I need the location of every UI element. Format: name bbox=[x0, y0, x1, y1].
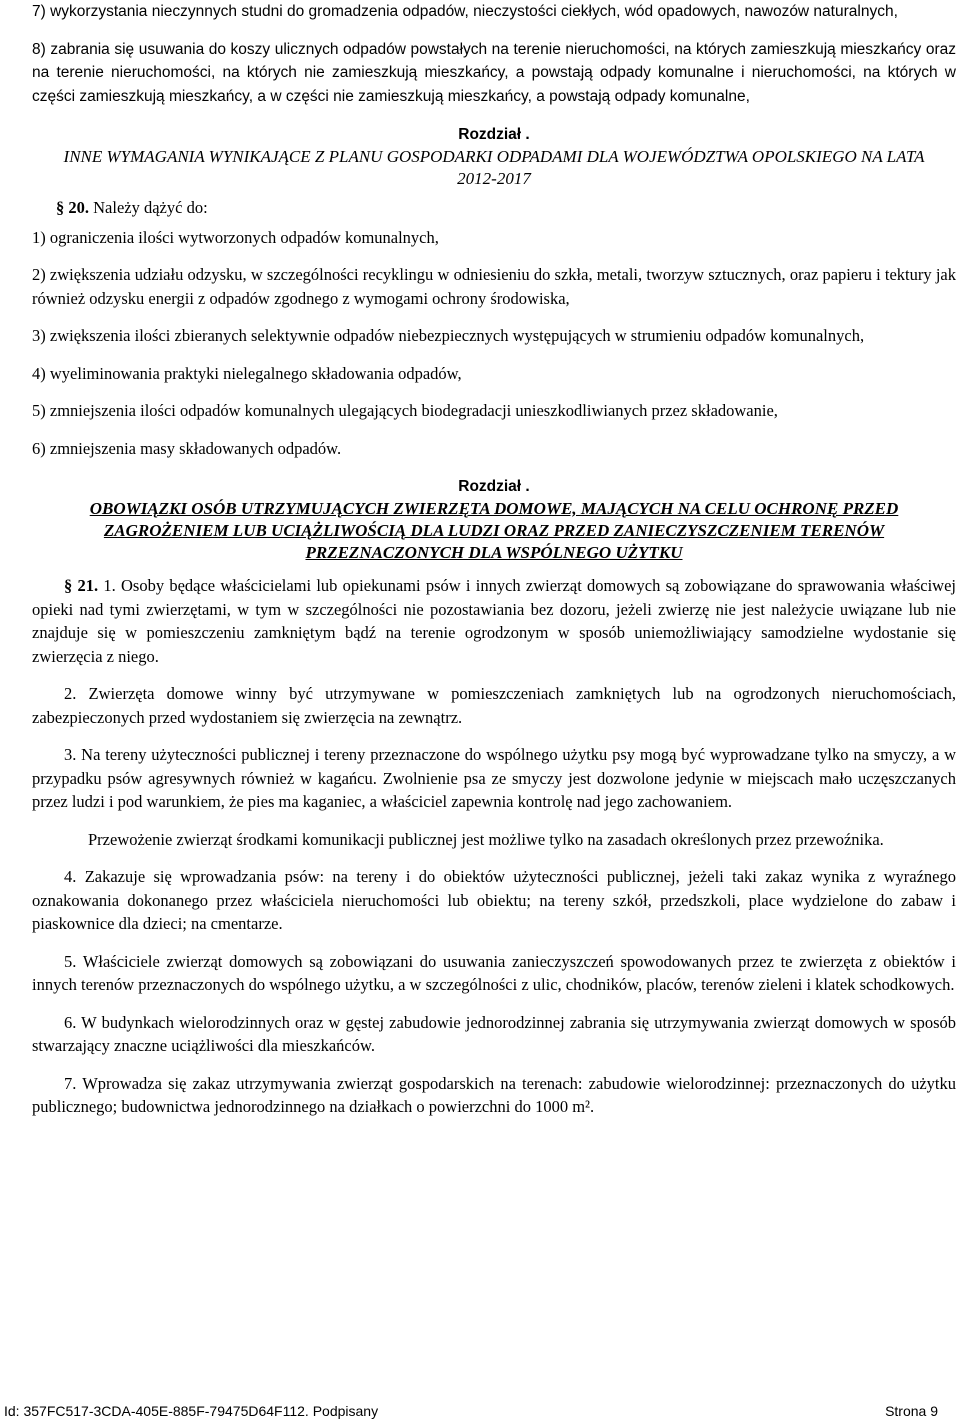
document-id: Id: 357FC517-3CDA-405E-885F-79475D64F112. Podpisany bbox=[4, 1403, 379, 1419]
chapter-label: Rozdział . bbox=[458, 126, 530, 143]
paragraph-intro-text: Należy dążyć do: bbox=[93, 198, 208, 217]
document-page bbox=[32, 0, 956, 1119]
legal-paragraph: 4. Zakazuje się wprowadzania psów: na tereny i do obiektów użyteczności publicznej, jeżeli taki zakaz wynika z wyraźnego oznakowania dokonanego przez właściciela nieruchomości lub obiektu; na tereny szkół, przedszkoli, place wydzielone do zabaw i piaskownice dla dzieci; na cmentarze. bbox=[32, 867, 956, 933]
legal-paragraph: 7. Wprowadza się zakaz utrzymywania zwierząt gospodarskich na terenach: zabudowie wielorodzinnej: przeznaczonych do użytku publicznego; budownictwa jednorodzinnego na działkach o powierzchni do 1000 m². bbox=[32, 1073, 956, 1116]
list-item: 5) zmniejszenia ilości odpadów komunalnych ulegających biodegradacji unieszkodliwianych przez składowanie, bbox=[32, 401, 778, 420]
paragraph-number: § 20. bbox=[56, 198, 89, 217]
legal-paragraph bbox=[32, 574, 956, 668]
chapter-title: INNE WYMAGANIA WYNIKAJĄCE Z PLANU GOSPODARKI ODPADAMI DLA WOJEWÓDZTWA OPOLSKIEGO NA LATA 2012-2017 bbox=[63, 147, 925, 188]
page-number: Strona 9 bbox=[885, 1403, 938, 1419]
list-item: 6) zmniejszenia masy składowanych odpadów. bbox=[32, 438, 342, 458]
list-item: 8) zabrania się usuwania do koszy ulicznych odpadów powstałych na terenie nieruchomości, na których zamieszkują mieszkańcy oraz na terenie nieruchomości, na których nie zamieszkują mieszkańcy, a powstają odpady komunalne i nieruchomości, na których w części zamieszkują mieszkańcy, a w części nie zamieszkują mieszkańcy, a powstają odpady komunalne, bbox=[32, 40, 956, 105]
chapter-title: OBOWIĄZKI OSÓB UTRZYMUJĄCYCH ZWIERZĘTA DOMOWE, MAJĄCYCH NA CELU OCHRONĘ PRZED ZAGROŻENIEM LUB UCIĄŻLIWOŚCIĄ DLA LUDZI ORAZ PRZED ZANIECZYSZCZENIEM TERENÓW PRZEZNACZONYCH DLA WSPÓLNEGO UŻYTKU bbox=[89, 499, 899, 562]
legal-paragraph: 3. Na tereny użyteczności publicznej i tereny przeznaczone do wspólnego użytku psy mogą być wyprowadzane tylko na smyczy, a w przypadku psów agresywnych również w kagańcu. Zwolnienie psa ze smyczy jest dozwolone jedynie w miejscach mało uczęszczanych przez ludzi i pod warunkiem, że pies ma kaganiec, a właściciel zapewnia kontrolę nad jego zachowaniem. bbox=[32, 745, 956, 811]
list-item: 1) ograniczenia ilości wytworzonych odpadów komunalnych, bbox=[32, 227, 439, 247]
legal-paragraph: 6. W budynkach wielorodzinnych oraz w gęstej zabudowie jednorodzinnej zabrania się utrzymywania zwierząt domowych w sposób stwarzający znaczne uciążliwości dla mieszkańców. bbox=[32, 1012, 956, 1055]
list-item: 2) zwiększenia udziału odzysku, w szczególności recyklingu w odniesieniu do szkła, metali, tworzyw sztucznych, oraz papieru i tektury jak również odzysku energii z odpadów zgodnego z wymogami ochrony środowiska, bbox=[32, 265, 956, 308]
paragraph-intro bbox=[32, 196, 956, 220]
legal-paragraph: Przewożenie zwierząt środkami komunikacji publicznej jest możliwe tylko na zasadach określonych przez przewoźnika. bbox=[88, 829, 884, 849]
list-item: 3) zwiększenia ilości zbieranych selektywnie odpadów niebezpiecznych występujących w strumieniu odpadów komunalnych, bbox=[32, 326, 865, 345]
paragraph-number: § 21. bbox=[64, 576, 99, 595]
legal-paragraph: 5. Właściciele zwierząt domowych są zobowiązani do usuwania zanieczyszczeń spowodowanych przez te zwierzęta z obiektów i innych terenów przeznaczonych do wspólnego użytku, a w szczególności z ulic, chodników, placów, terenów zieleni i klatek schodkowych. bbox=[32, 951, 956, 994]
paragraph-text: 1. Osoby będące właścicielami lub opiekunami psów i innych zwierząt domowych są zobowiązane do sprawowania właściwej opieki nad tymi zwierzętami, w tym w szczególności nie pozostawiania bez dozoru, jeżeli zwierzę nie jest należycie uwiązane lub nie znajduje się w pomieszczeniu zamkniętym bądź na terenie ogrodzonym w sposób uniemożliwiający samodzielne wydostanie się zwierzęcia z niego. bbox=[32, 576, 956, 666]
list-item: 4) wyeliminowania praktyki nielegalnego składowania odpadów, bbox=[32, 363, 462, 383]
chapter-label: Rozdział . bbox=[458, 478, 530, 495]
list-item: 7) wykorzystania nieczynnych studni do gromadzenia odpadów, nieczystości ciekłych, wód opadowych, nawozów naturalnych, bbox=[32, 3, 898, 20]
legal-paragraph: 2. Zwierzęta domowe winny być utrzymywane w pomieszczeniach zamkniętych lub na ogrodzonych nieruchomościach, zabezpieczonych przed wydostaniem się zwierzęcia na zewnątrz. bbox=[32, 684, 956, 727]
